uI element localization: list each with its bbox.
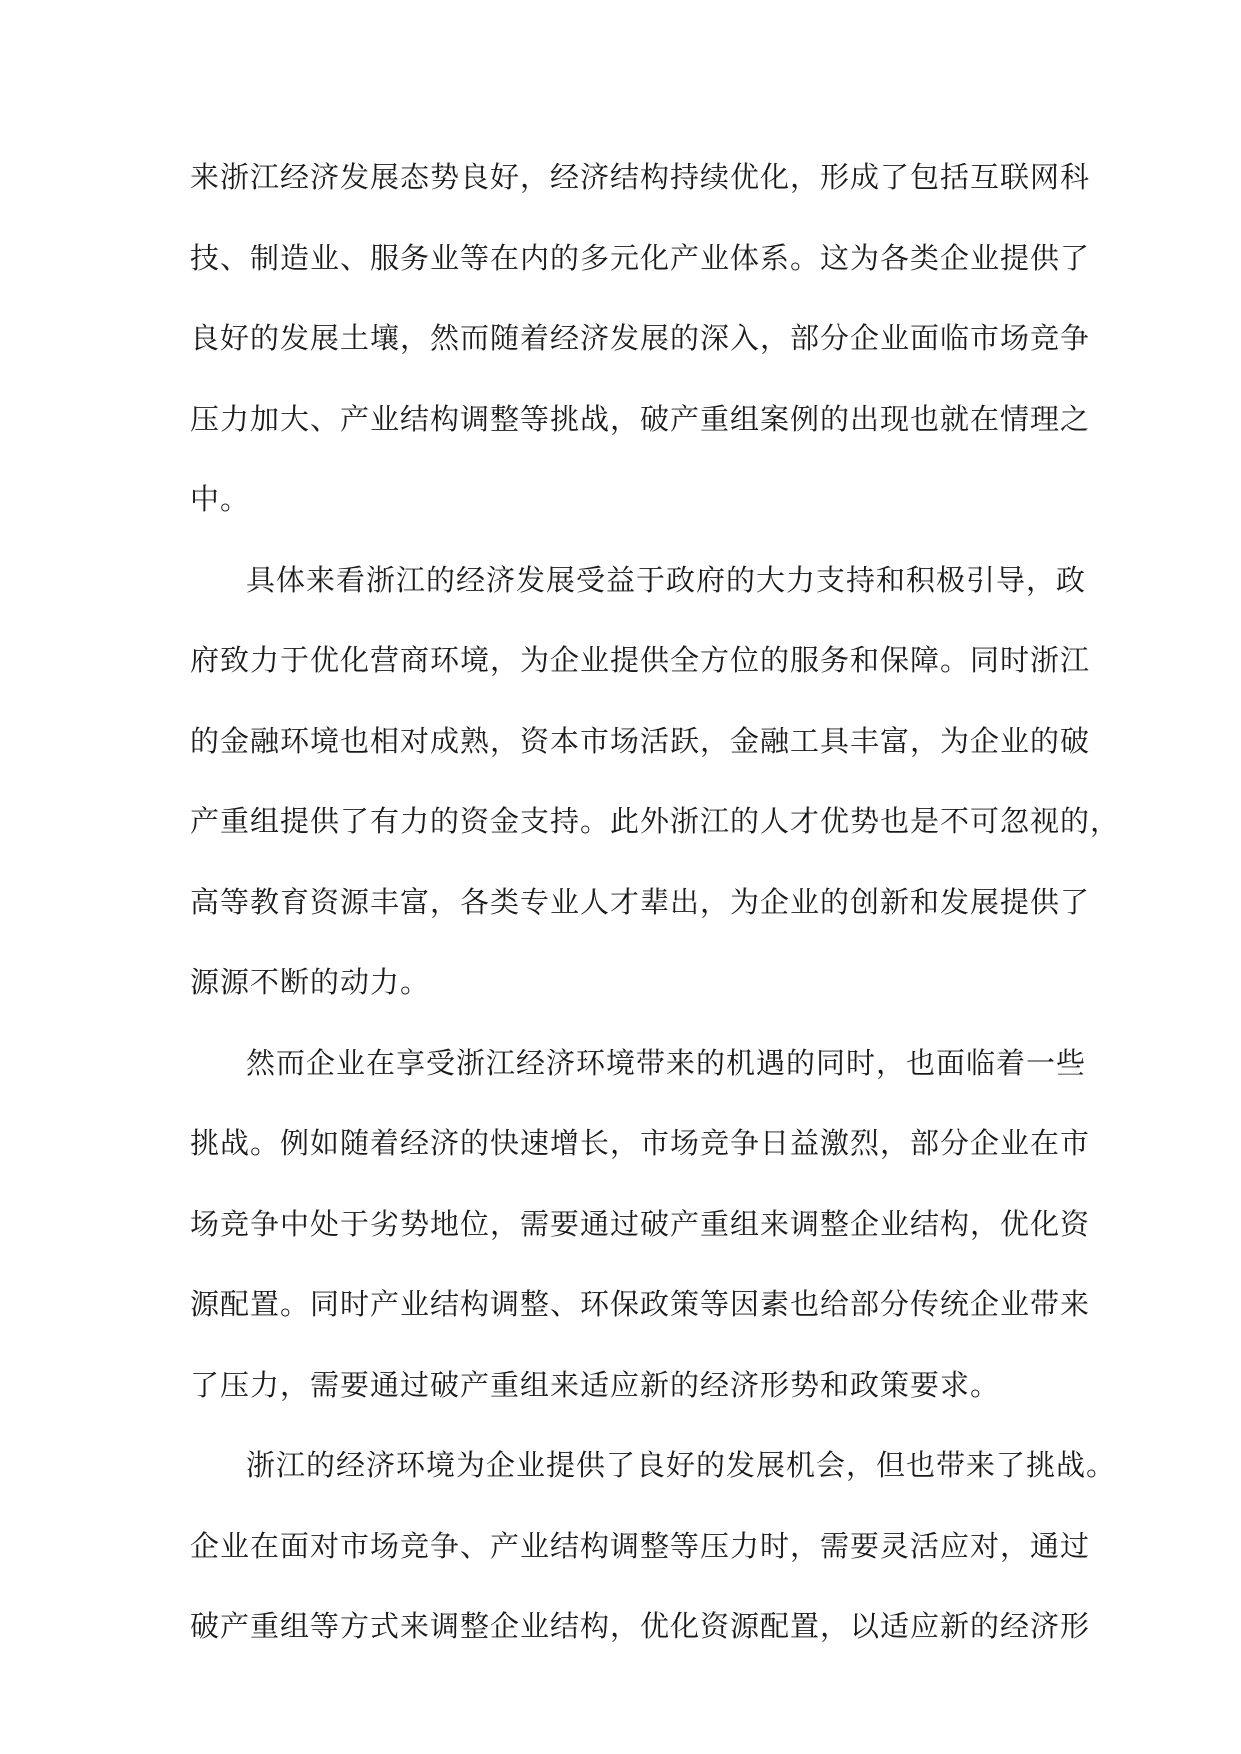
text-line: 场竞争中处于劣势地位，需要通过破产重组来调整企业结构，优化资 xyxy=(190,1206,1091,1241)
paragraph xyxy=(190,148,1091,551)
paragraph xyxy=(190,1436,1117,1678)
text-line: 产重组提供了有力的资金支持。此外浙江的人才优势也是不可忽视的， xyxy=(190,804,1121,838)
text-line: 了压力，需要通过破产重组来适应新的经济形势和政策要求。 xyxy=(190,1367,1001,1402)
text-line: 压力加大、产业结构调整等挑战，破产重组案例的出现也就在情理之 xyxy=(190,401,1091,436)
text-line: 然而企业在享受浙江经济环境带来的机遇的同时，也面临着一些 xyxy=(246,1045,1087,1080)
text-line: 来浙江经济发展态势良好，经济结构持续优化，形成了包括互联网科 xyxy=(190,160,1091,194)
text-line: 高等教育资源丰富，各类专业人才辈出，为企业的创新和发展提供了 xyxy=(190,884,1091,919)
text-line: 技、制造业、服务业等在内的多元化产业体系。这为各类企业提供了 xyxy=(190,240,1091,275)
text-line: 源源不断的动力。 xyxy=(190,965,431,999)
text-line: 源配置。同时产业结构调整、环保政策等因素也给部分传统企业带来 xyxy=(190,1287,1091,1321)
text-line: 中。 xyxy=(190,482,251,516)
text-line: 具体来看浙江的经济发展受益于政府的大力支持和积极引导，政 xyxy=(246,562,1087,597)
text-line: 挑战。例如随着经济的快速增长，市场竞争日益激烈，部分企业在市 xyxy=(190,1126,1091,1160)
paragraph xyxy=(190,1034,1091,1437)
text-line: 府致力于优化营商环境，为企业提供全方位的服务和保障。同时浙江 xyxy=(190,643,1091,677)
text-line: 破产重组等方式来调整企业结构，优化资源配置，以适应新的经济形 xyxy=(190,1609,1091,1643)
paragraph xyxy=(190,551,1121,1034)
body-text xyxy=(190,148,1121,1678)
text-line: 企业在面对市场竞争、产业结构调整等压力时，需要灵活应对，通过 xyxy=(190,1528,1091,1563)
text-line: 良好的发展土壤，然而随着经济发展的深入，部分企业面临市场竞争 xyxy=(190,321,1091,355)
text-line: 浙江的经济环境为企业提供了良好的发展机会，但也带来了挑战。 xyxy=(246,1448,1117,1482)
text-line: 的金融环境也相对成熟，资本市场活跃，金融工具丰富，为企业的破 xyxy=(190,723,1091,758)
